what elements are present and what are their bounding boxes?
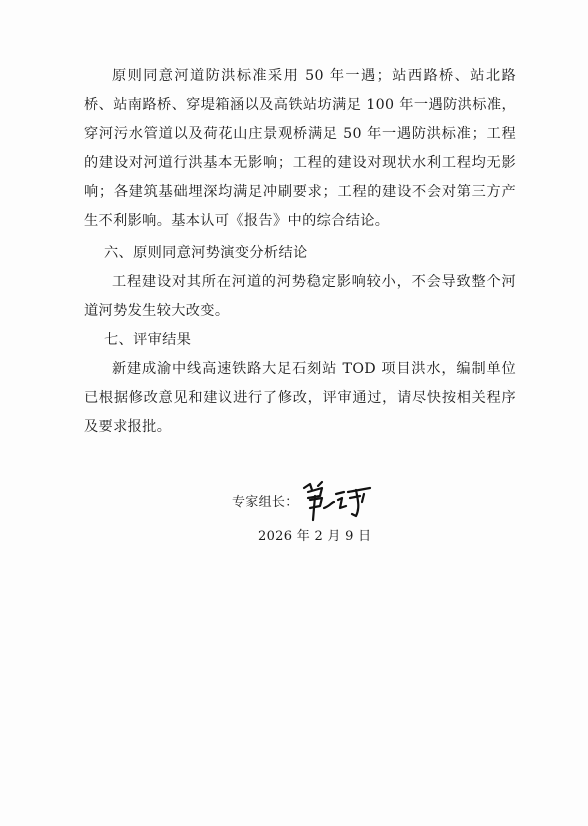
section-6-heading: 六、原则同意河势演变分析结论 xyxy=(104,245,308,261)
section-7-heading: 七、评审结果 xyxy=(104,332,192,348)
handwritten-signature xyxy=(298,480,378,522)
expert-leader-label: 专家组长： xyxy=(232,495,299,510)
signature-date: 2026 年 2 月 9 日 xyxy=(258,529,372,544)
section-6-body: 工程建设对其所在河道的河势稳定影响较小，不会导致整个河道河势发生较大改变。 xyxy=(84,274,516,319)
conclusion-paragraph: 原则同意河道防洪标准采用 50 年一遇；站西路桥、站北路桥、站南路桥、穿堤箱涵以及高铁站坊满足 100 年一遇防洪标准，穿河污水管道以及荷花山庄景观桥满足 50 年一遇防洪标准；工程的建设对河道行洪基本无影响；工程的建设对现状水利工程均无影响；各建筑基础埋深均满足冲刷要求；工程的建设不会对第三方产生不利影响。基本认可《报告》中的综合结论。 xyxy=(84,68,516,229)
section-7-body: 新建成渝中线高速铁路大足石刻站 TOD 项目洪水，编制单位已根据修改意见和建议进行了修改，评审通过，请尽快按相关程序及要求报批。 xyxy=(84,361,516,435)
